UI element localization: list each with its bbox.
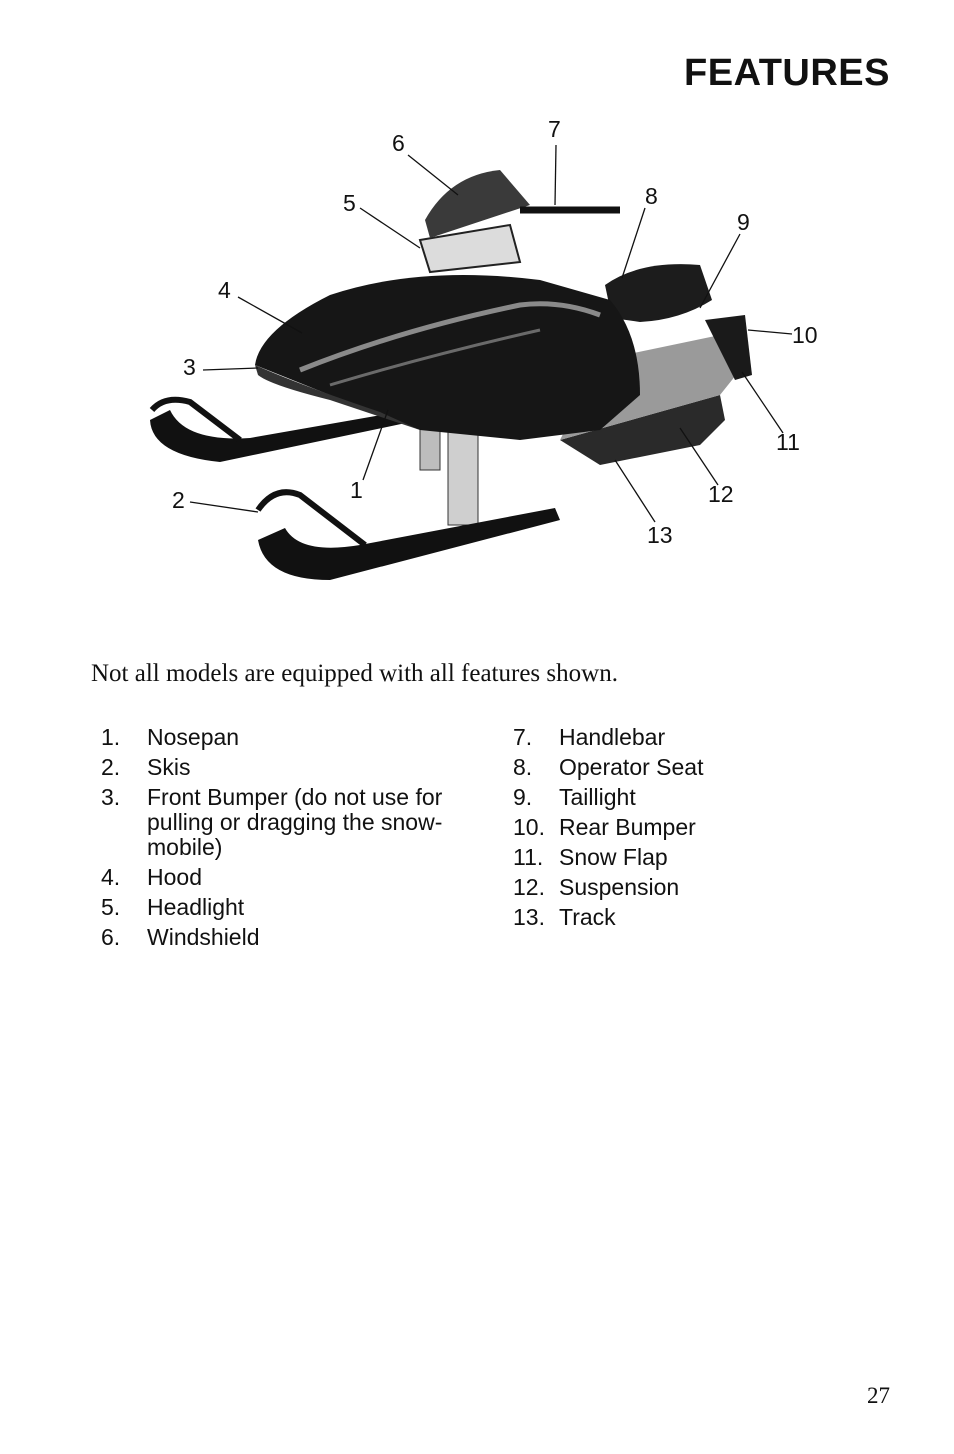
list-item: 11. Snow Flap (513, 844, 668, 870)
hood-shape (255, 275, 640, 440)
callout-1: 1 (350, 477, 363, 503)
list-item: 6. Windshield (101, 924, 260, 950)
callout-10: 10 (792, 322, 818, 348)
list-item: 7. Handlebar (513, 724, 666, 750)
seat-shape (605, 264, 712, 322)
page-number: 27 (867, 1383, 890, 1408)
callout-13: 13 (647, 522, 673, 548)
callout-8: 8 (645, 183, 658, 209)
callout-3: 3 (183, 354, 196, 380)
list-item: 8. Operator Seat (513, 754, 704, 780)
models-note: Not all models are equipped with all features shown. (91, 660, 618, 687)
list-item: 3. Front Bumper (do not use for pulling or dragging the snow-mobile) (101, 784, 443, 860)
ski-left-shape (150, 410, 420, 462)
callout-4: 4 (218, 277, 231, 303)
list-item: 10. Rear Bumper (513, 814, 696, 840)
list-item: 12. Suspension (513, 874, 680, 900)
list-item: 2. Skis (101, 754, 191, 780)
list-item: 1. Nosepan (101, 724, 240, 750)
ski-right-shape (258, 508, 560, 580)
callout-6: 6 (392, 130, 405, 156)
snowmobile-illustration (0, 0, 954, 640)
callout-12: 12 (708, 481, 734, 507)
list-item: 13. Track (513, 904, 616, 930)
page-title: FEATURES (684, 52, 890, 94)
callout-11: 11 (776, 429, 800, 455)
callout-2: 2 (172, 487, 185, 513)
list-item: 5. Headlight (101, 894, 245, 920)
features-list-right (513, 725, 813, 935)
callout-7: 7 (548, 116, 561, 142)
callout-5: 5 (343, 190, 356, 216)
list-item: 9. Taillight (513, 784, 636, 810)
features-list-left (101, 725, 481, 955)
callout-9: 9 (737, 209, 750, 235)
windshield-shape (425, 170, 530, 238)
list-item: 4. Hood (101, 864, 202, 890)
